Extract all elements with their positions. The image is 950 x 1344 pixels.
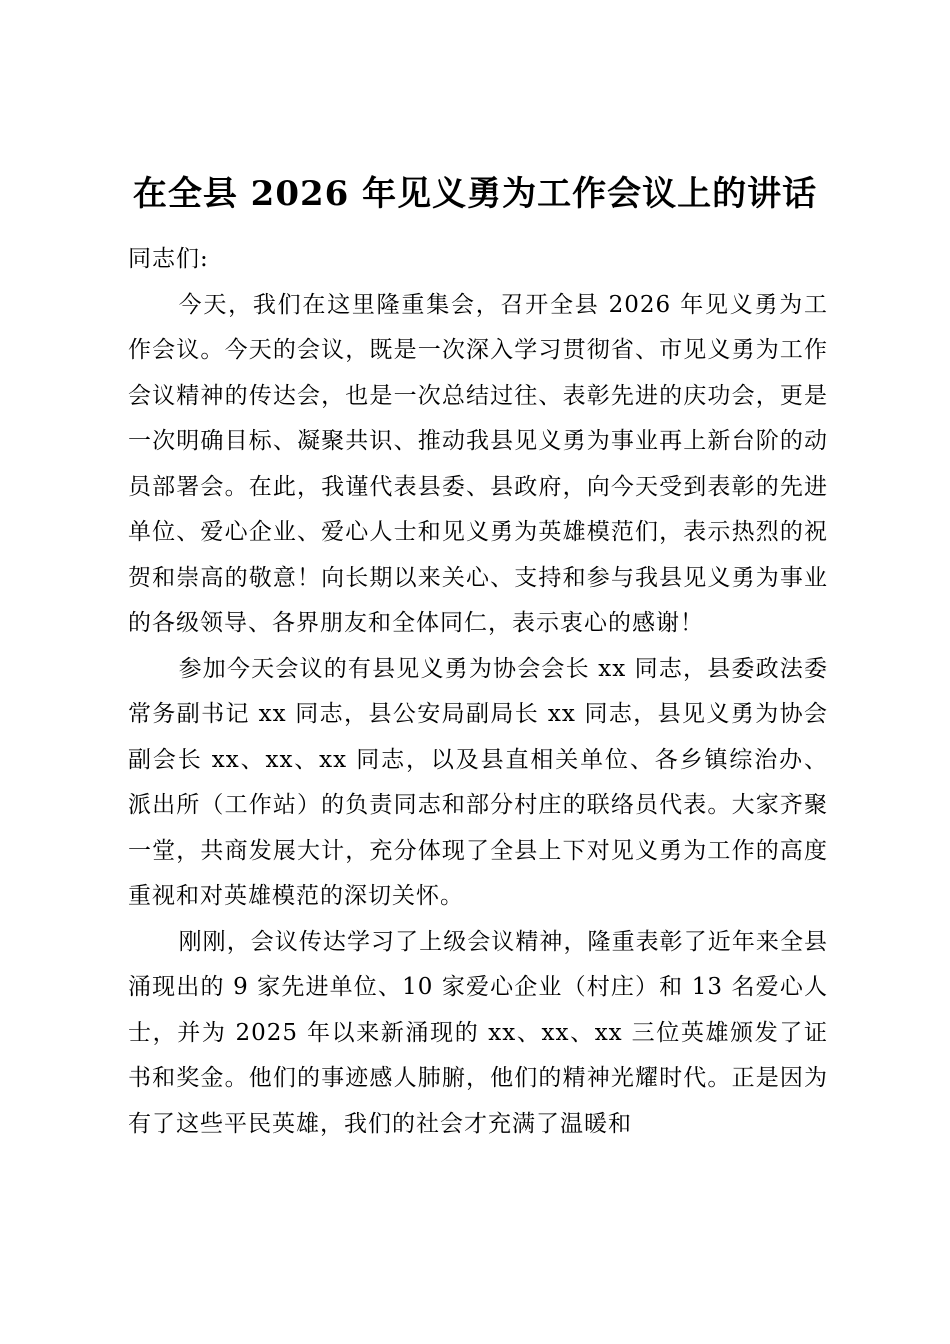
salutation: 同志们:	[128, 246, 209, 272]
paragraph-attendees: 参加今天会议的有县见义勇为协会会长 xx 同志，县委政法委常务副书记 xx 同志，县公安局副局长 xx 同志，县见义勇为协会副会长 xx、xx、xx 同志，以及县直相关单位、各乡镇综治办、派出所（工作站）的负责同志和部分村庄的联络员代表。大家齐聚一堂，共商发展大计，充分体现了全县上下对见义勇为工作的高度重视和对英雄模范的深切关怀。	[128, 655, 828, 909]
document-body	[128, 237, 828, 1147]
document-title: 在全县 2026 年见义勇为工作会议上的讲话	[132, 174, 818, 214]
paragraph-commendation: 刚刚，会议传达学习了上级会议精神，隆重表彰了近年来全县涌现出的 9 家先进单位、10 家爱心企业（村庄）和 13 名爱心人士，并为 2025 年以来新涌现的 xx、xx、xx 三位英雄颁发了证书和奖金。他们的事迹感人肺腑，他们的精神光耀时代。正是因为有了这些平民英雄，我们的社会才充满了温暖和	[128, 928, 828, 1137]
paragraph-opening: 今天，我们在这里隆重集会，召开全县 2026 年见义勇为工作会议。今天的会议，既是一次深入学习贯彻省、市见义勇为工作会议精神的传达会，也是一次总结过往、表彰先进的庆功会，更是一次明确目标、凝聚共识、推动我县见义勇为事业再上新台阶的动员部署会。在此，我谨代表县委、县政府，向今天受到表彰的先进单位、爱心企业、爱心人士和见义勇为英雄模范们，表示热烈的祝贺和崇高的敬意！向长期以来关心、支持和参与我县见义勇为事业的各级领导、各界朋友和全体同仁，表示衷心的感谢！	[128, 291, 828, 636]
